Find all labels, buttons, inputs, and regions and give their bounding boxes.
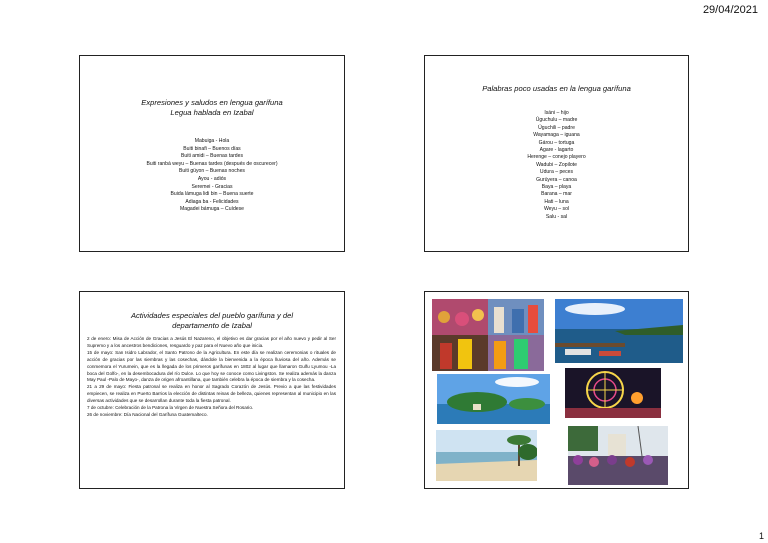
list-item: Úguchulu – madre [535, 117, 578, 124]
list-item: Gárou – tortuga [538, 139, 575, 146]
list-item: Adiaga ba - Felicidades [185, 198, 239, 205]
slide-vocabulary[interactable] [424, 55, 689, 252]
paragraph: 15 de mayo: San Isidro Labrador, el Santo Patrono de la Agricultura. En este día se realizan ceremonias o rituales de acción de gracias por las siembras y las cosechas, dándole la bienvenida a la época lluviosa del año. Además se conmemora el Yurumein, que es la llegada de los primeros garífunas en 1802 al lugar que llamaron Gulfu Lyumou -La boca del Golfo-, en la desembocadura del río Dulce. Lo que hoy se conoce como Livingston. Se realiza además la danza May Paul -Palo de Mayo-, danza de origen afroantillana, que también celebra la época de siembra y la cosecha. [87, 349, 336, 383]
list-item: Seremei - Gracias [191, 183, 233, 190]
list-item: Gurúyera – canoa [536, 176, 577, 183]
print-date: 29/04/2021 [702, 4, 758, 16]
list-item: Buiti ranbá weyu – Buenas tardes (después de oscurecer) [146, 160, 278, 167]
vocabulary-list [425, 110, 688, 221]
list-item: Agare - lagarto [539, 147, 574, 154]
list-item: Buiti amidi – Buenas tardes [180, 153, 243, 160]
lake-dock-boats-photo [555, 299, 683, 363]
title-line: Palabras poco usadas en la lengua garífuna [482, 84, 631, 93]
garifuna-dancers-collage-photo [432, 299, 544, 371]
title-line: departamento de Izabal [172, 321, 252, 330]
title-line: Legua hablada en Izabal [170, 108, 254, 117]
slide-photos[interactable] [424, 291, 689, 489]
slide-greetings[interactable] [79, 55, 345, 252]
paragraph: 2 de enero: Misa de Acción de Gracias a Jesús El Nazareno, el objetivo es dar gracias por el año nuevo y pedir al Ser Supremo y a los ancestros bendiciones, resguardo y paz para el Nuevo año que inicia. [87, 336, 336, 348]
slide-title [425, 84, 688, 94]
title-line: Expresiones y saludos en lengua garífuna [141, 98, 283, 107]
list-item: Wadubi – Zopilote [536, 161, 577, 168]
greetings-list [80, 138, 344, 214]
slide-title [80, 311, 344, 331]
list-item: Isáni – hijo [544, 110, 569, 116]
paragraph: 21 a 29 de mayo: Fiesta patronal se realiza en honor al Sagrado Corazón de Jesús. Previo a que las festividades empiecen, se realiza en Puerto Barrios la elección de distintas reinas de belleza, quienes representan al municipio en las diversas actividades que se desarrollan durante toda la fiesta patronal. [87, 384, 336, 404]
title-line: Actividades especiales del pueblo garífuna y del [130, 311, 294, 320]
list-item: Herenge – conejo playero [527, 154, 586, 161]
slide-activities[interactable] [79, 291, 345, 489]
slide-title [80, 98, 344, 118]
paragraph: 7 de octubre: Celebración de la Patrona la Virgen de Nuestra Señora del Rosario. [87, 405, 254, 411]
list-item: Buida lámuga lidi bin – Buena suerte [170, 191, 254, 198]
list-item: Mabuiga - Hola [194, 138, 230, 144]
river-island-trees-photo [437, 374, 550, 424]
activities-text [87, 336, 336, 419]
list-item: Udura – peces [539, 169, 574, 176]
list-item: Buiti güyon – Buenas noches [179, 168, 245, 175]
list-item: Ayou - adiós [197, 175, 227, 182]
list-item: Magadei bámuga – Cuídese [180, 206, 244, 213]
page-number: 1 [758, 531, 764, 541]
list-item: Barana – mar [541, 191, 572, 198]
list-item: Weyu – sol [543, 206, 570, 213]
list-item: Salu - sal [545, 213, 568, 220]
paragraph: 26 de noviembre: Día Nacional del Garífuna Guatemalteco. [87, 411, 208, 417]
list-item: Baya – playa [541, 184, 572, 191]
list-item: Úguchili – padre [538, 124, 575, 131]
list-item: Wayamaga – iguana [533, 132, 580, 139]
list-item: Buiti binafi – Buenos días [183, 145, 241, 152]
beach-palm-trees-photo [436, 430, 537, 481]
procession-crowd-photo [568, 426, 668, 485]
fair-ferris-wheel-photo [565, 368, 661, 418]
list-item: Hati – luna [544, 198, 569, 205]
